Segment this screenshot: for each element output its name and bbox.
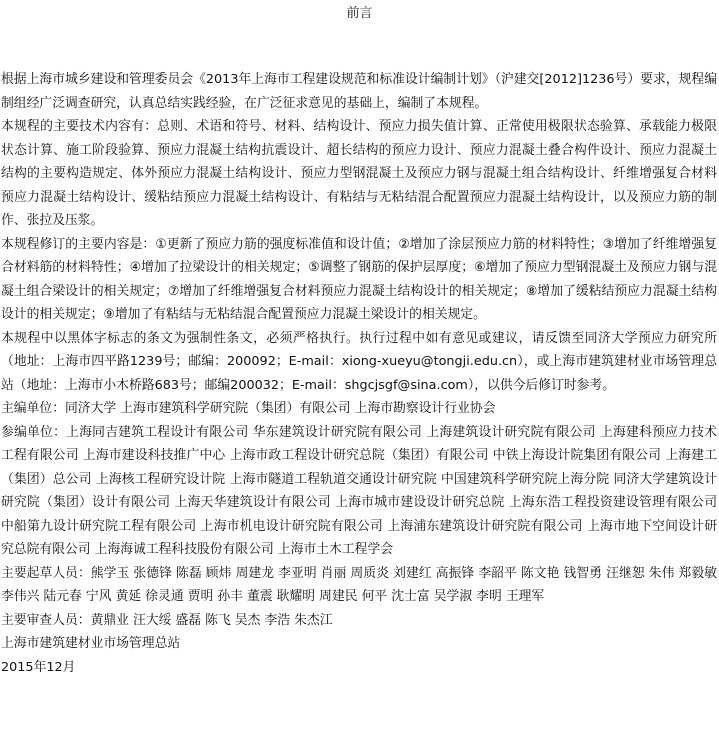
paragraph-date: 2015年12月 [1,659,76,675]
document-body [1,68,717,679]
paragraph-technical-content: 本规程的主要技术内容有：总则、术语和符号、材料、结构设计、预应力损失值计算、正常使用极限状态验算、承载能力极限状态计算、施工阶段验算、预应力混凝土结构抗震设计、超长结构的预应力设计、预应力混凝土叠合构件设计、预应力混凝土结构的主要构造规定、体外预应力混凝土结构设计、预应力型钢混凝土及预应力钢与混凝土组合结构设计、纤维增强复合材料预应力混凝土结构设计、缓粘结预应力混凝土结构设计、有粘结与无粘结混合配置预应力混凝土结构设计，以及预应力筋的制作、张拉及压浆。 [1,119,717,228]
paragraph-main-drafters: 主要起草人员：熊学玉 张德锋 陈磊 顾炜 周建龙 李亚明 肖丽 周质炎 刘建红 高振锋 李韶平 陈文艳 钱智勇 汪继恕 朱伟 郑毅敏 李伟兴 陆元春 宁风 黄延 徐灵通 贾明 孙丰 董震 耿耀明 周建民 何平 沈士富 吴学淑 李明 王理军 [1,565,717,604]
paragraph-main-reviewers: 主要审查人员：黄鼎业 汪大绥 盛磊 陈飞 吴杰 李浩 朱杰江 [1,612,333,628]
paragraph-mandatory-clauses: 本规程中以黑体字标志的条文为强制性条文，必须严格执行。执行过程中如有意见或建议，请反馈至同济大学预应力研究所（地址：上海市四平路1239号；邮编：200092；E-mail：xiong-xueyu@tongji.edu.cn），或上海市建筑建材业市场管理总站（地址：上海市小木桥路683号；邮编200032；E-mail：shgcjsgf@sina.com），以供今后修订时参考。 [1,330,717,393]
paragraph-basis: 根据上海市城乡建设和管理委员会《2013年上海市工程建设规范和标准设计编制计划》（沪建交[2012]1236号）要求，规程编制组经广泛调查研究，认真总结实践经验，在广泛征求意见的基础上，编制了本规程。 [1,72,717,111]
page-title: 前言 [346,6,373,21]
paragraph-revision-content: 本规程修订的主要内容是：①更新了预应力筋的强度标准值和设计值；②增加了涂层预应力筋的材料特性；③增加了纤维增强复合材料筋的材料特性；④增加了拉梁设计的相关规定；⑤调整了钢筋的保护层厚度；⑥增加了预应力型钢混凝土及预应力钢与混凝土组合梁设计的相关规定；⑦增加了纤维增强复合材料预应力混凝土结构设计的相关规定；⑧增加了缓粘结预应力混凝土结构设计的相关规定；⑨增加了有粘结与无粘结混合配置预应力混凝土梁设计的相关规定。 [1,236,717,322]
paragraph-chief-units: 主编单位：同济大学 上海市建筑科学研究院（集团）有限公司 上海市勘察设计行业协会 [1,401,496,416]
paragraph-issuer: 上海市建筑建材业市场管理总站 [1,636,181,651]
paragraph-participating-units: 参编单位：上海同吉建筑工程设计有限公司 华东建筑设计研究院有限公司 上海建筑设计研究院有限公司 上海建科预应力技术工程有限公司 上海市建设科技推广中心 上海市政工程设计研究总院（集团）有限公司 中铁上海设计院集团有限公司 上海建工（集团）总公司 上海核工程研究设计院 上海市隧道工程轨道交通设计研究院 中国建筑科学研究院上海分院 同济大学建筑设计研究院（集团）设计有限公司 上海天华建筑设计有限公司 上海市城市建设设计研究总院 上海东浩工程投资建设管理有限公司 中船第九设计研究院工程有限公司 上海市机电设计研究院有限公司 上海浦东建筑设计研究院有限公司 上海市地下空间设计研究总院有限公司 上海海诚工程科技股份有限公司 上海市土木工程学会 [1,424,717,557]
